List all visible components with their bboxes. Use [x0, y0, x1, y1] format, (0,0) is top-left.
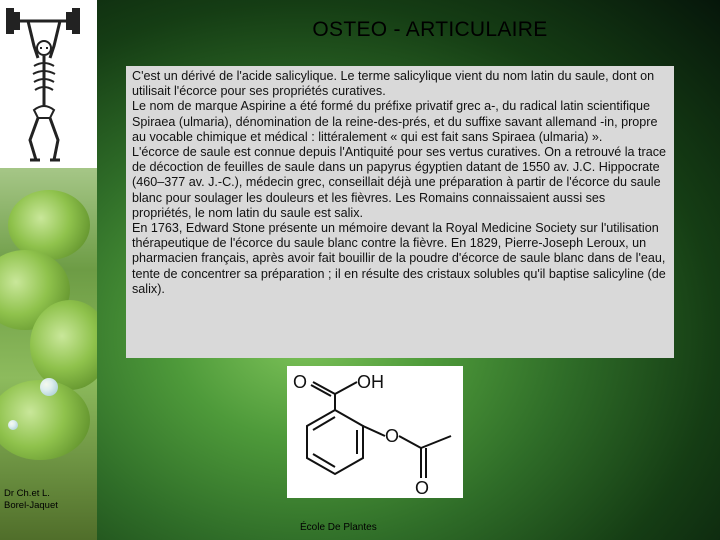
paragraph: L'écorce de saule est connue depuis l'Antiquité pour ses vertus curatives. On a retrouvé la trace de décoction de feuilles de saule dans un papyrus égyptien datant de 1550 av. J.C. Hippocrate (460–377 av. J.-C.), médecin grec, conseillait déjà une préparation à partir de l'écorce du saule blanc pour soulager les douleurs et les fièvres. Les Romains connaissaient aussi ses propriétés, le nom latin du saule est salix.: [132, 145, 667, 220]
oxygen-label: O: [293, 372, 308, 392]
herb-photo-strip: [0, 0, 97, 540]
paragraph: En 1763, Edward Stone présente un mémoire devant la Royal Medicine Society sur l'utilisation thérapeutique de l'écorce du saule blanc contre la fièvre. En 1829, Pierre-Joseph Leroux, un pharmacien français, après avoir fait bouillir de la poudre d'écorce de saule blanc dans de l'eau, tente de concentrer sa préparation ; il en résulte des cristaux solubles qu'il baptise salicyline (de salix).: [132, 221, 666, 296]
author-credit: Dr Ch.et L. Borel-Jaquet: [4, 488, 58, 511]
water-drop: [8, 420, 18, 430]
slide-title: OSTEO - ARTICULAIRE: [312, 18, 548, 41]
oxygen-label: O: [415, 478, 430, 498]
aspirin-structure-diagram: [287, 366, 463, 498]
paragraph: C'est un dérivé de l'acide salicylique. Le terme salicylique vient du nom latin du saule, dont on utilisait l'écorce pour ses propriétés curatives.: [132, 69, 655, 99]
skeleton-weightlifter-image: [0, 0, 97, 168]
hydroxyl-label: OH: [357, 372, 384, 392]
water-drop: [40, 378, 58, 396]
body-text-box: [126, 66, 674, 358]
oxygen-label: O: [385, 426, 400, 446]
footer-text: École De Plantes: [300, 522, 377, 533]
paragraph: Le nom de marque Aspirine a été formé du préfixe privatif grec a-, du radical latin scientifique Spiraea (ulmaria), dénomination de la reine-des-prés, et du suffixe savant allemand -in, propre au vocable chimique et médical : littéralement « qui est fait sans Spiraea (ulmaria) ».: [132, 99, 658, 144]
